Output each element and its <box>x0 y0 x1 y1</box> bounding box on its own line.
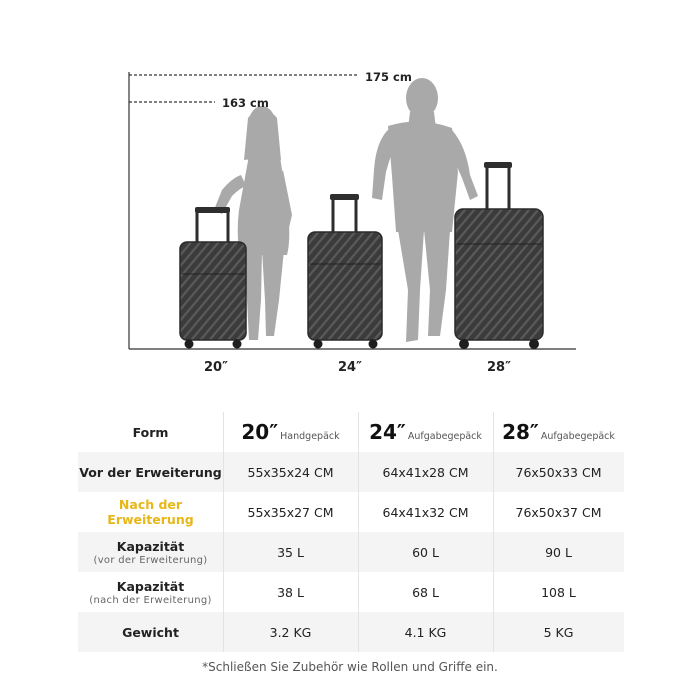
suitcase-20 <box>180 207 246 349</box>
table-cell: 38 L <box>277 584 304 600</box>
row-sublabel: (vor der Erweiterung) <box>93 554 208 566</box>
table-cell: 55x35x27 CM <box>247 504 334 520</box>
header-size: 28″ <box>502 420 539 444</box>
table-header-row <box>78 412 624 452</box>
height-label-woman: 163 cm <box>222 96 269 110</box>
footnote: *Schließen Sie Zubehör wie Rollen und Griffe ein. <box>202 660 498 674</box>
row-label-group <box>78 532 223 572</box>
row-label: Kapazität <box>116 538 185 554</box>
table-cell: 55x35x24 CM <box>247 464 334 480</box>
header-type: Aufgabegepäck <box>540 431 615 442</box>
header-col-20 <box>223 412 358 452</box>
table-cell: 64x41x28 CM <box>382 464 469 480</box>
suitcase-label-24: 24″ <box>338 360 362 375</box>
spec-table <box>78 412 624 652</box>
table-cell: 60 L <box>412 544 439 560</box>
column-divider <box>223 412 224 652</box>
table-row <box>78 572 624 612</box>
suitcase-24 <box>308 194 382 349</box>
table-cell: 90 L <box>545 544 572 560</box>
table-row <box>78 612 624 652</box>
column-divider <box>493 412 494 652</box>
row-label-highlight: Nach der Erweiterung <box>78 492 223 532</box>
row-label: Gewicht <box>122 624 179 640</box>
table-row <box>78 532 624 572</box>
table-cell: 64x41x32 CM <box>382 504 469 520</box>
row-label: Vor der Erweiterung <box>79 464 222 480</box>
table-cell: 35 L <box>277 544 304 560</box>
row-sublabel: (nach der Erweiterung) <box>89 594 212 606</box>
table-cell: 5 KG <box>543 624 574 640</box>
table-row <box>78 492 624 532</box>
table-row <box>78 452 624 492</box>
table-cell: 68 L <box>412 584 439 600</box>
table-cell: 4.1 KG <box>404 624 447 640</box>
header-type: Aufgabegepäck <box>407 431 482 442</box>
table-cell: 3.2 KG <box>269 624 312 640</box>
suitcase-label-28: 28″ <box>487 360 511 375</box>
suitcase-label-20: 20″ <box>204 360 228 375</box>
table-cell: 76x50x37 CM <box>515 504 602 520</box>
column-divider <box>358 412 359 652</box>
table-cell: 76x50x33 CM <box>515 464 602 480</box>
row-label: Kapazität <box>116 578 185 594</box>
header-col-28 <box>493 412 624 452</box>
header-size: 24″ <box>369 420 406 444</box>
header-type: Handgepäck <box>280 431 340 442</box>
row-label-group <box>78 572 223 612</box>
header-size: 20″ <box>241 420 279 444</box>
height-label-man: 175 cm <box>365 70 412 84</box>
table-cell: 108 L <box>541 584 576 600</box>
header-col-24 <box>358 412 493 452</box>
header-label: Form <box>78 412 223 452</box>
